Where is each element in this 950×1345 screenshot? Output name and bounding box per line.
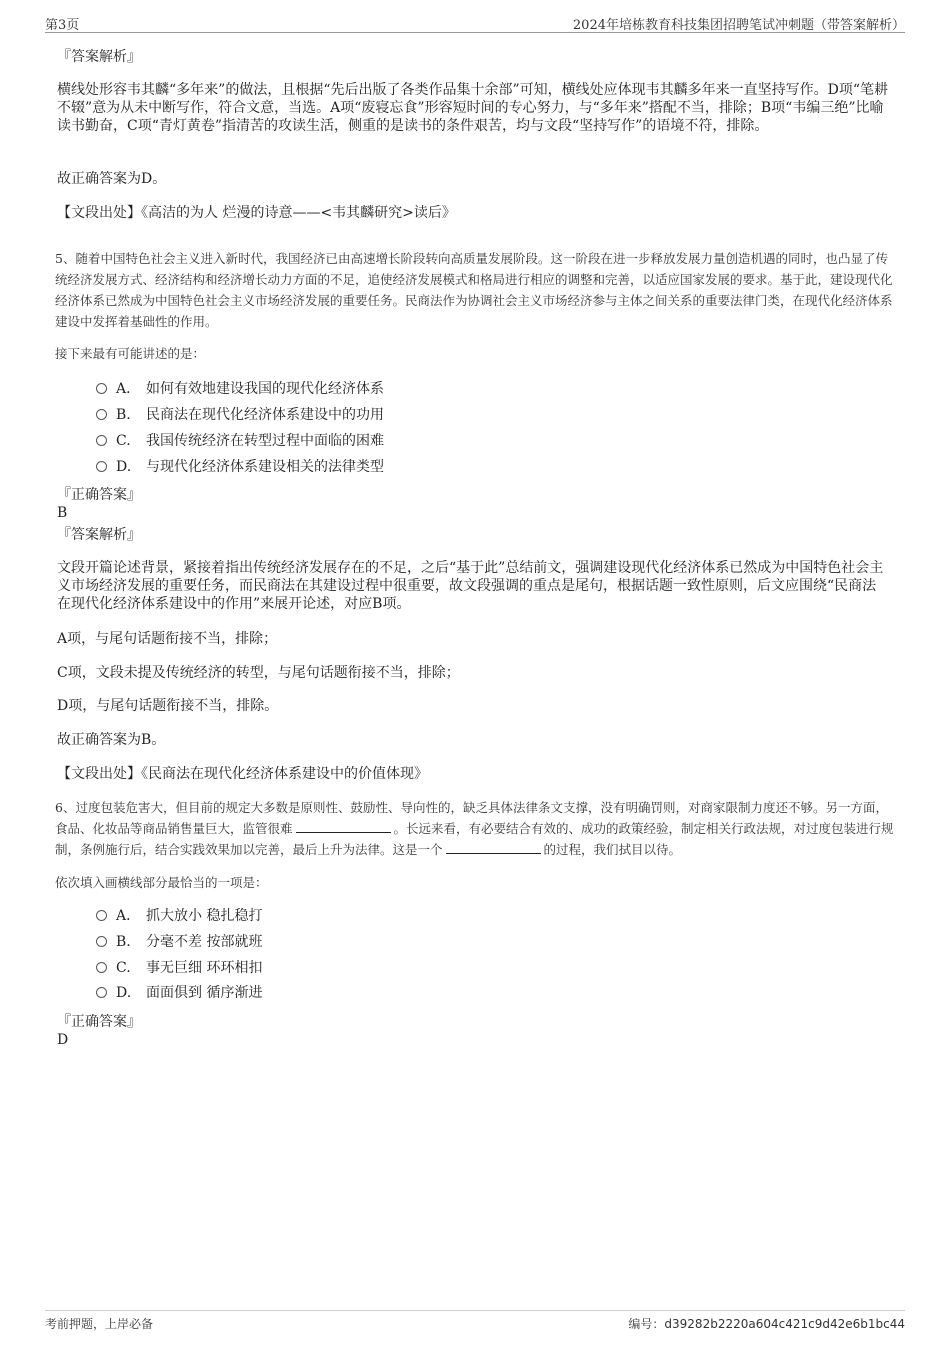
fill-blank-2 — [446, 841, 541, 854]
q5-option-c[interactable]: C. 我国传统经济在转型过程中面临的困难 — [96, 431, 384, 451]
q4-analysis-label: 『答案解析』 — [57, 49, 141, 65]
radio-button-icon[interactable] — [96, 987, 107, 998]
page-header — [45, 14, 905, 33]
q6-option-a[interactable]: A． 抓大放小 稳扎稳打 — [96, 906, 262, 926]
q5-prompt: 接下来最有可能讲述的是： — [55, 346, 206, 361]
q6-option-c[interactable]: C. 事无巨细 环环相扣 — [96, 958, 262, 978]
page-number: 第3页 — [45, 18, 80, 33]
q4-source: 【文段出处】《高洁的为人 烂漫的诗意——<韦其麟研究>读后》 — [57, 205, 456, 221]
q5-option-b[interactable]: B. 民商法在现代化经济体系建设中的功用 — [96, 405, 384, 425]
page-footer — [45, 1310, 905, 1335]
q5-conclusion: 故正确答案为B。 — [57, 732, 166, 748]
q5-stem: 5、随着中国特色社会主义进入新时代，我国经济已由高速增长阶段转向高质量发展阶段。这一阶段在进一步释放发展力量创造机遇的同时，也凸显了传统经济发展方式、经济结构和经济增长动力方面的不足，追使经济发展模式和格局进行相应的调整和完善，以适应国家发展的要求。基于此，建设现代化经济体系已然成为中国特色社会主义市场经济发展的重要任务。民商法作为协调社会主义市场经济参与主体之间关系的重要法律门类，在现代化经济体系建设中发挥着基础性的作用。 — [55, 251, 893, 329]
q6-answer-label: 『正确答案』 — [57, 1014, 141, 1030]
q6-prompt: 依次填入画横线部分最恰当的一项是： — [55, 875, 268, 890]
radio-button-icon[interactable] — [96, 461, 107, 472]
document-title: 2024年培栋教育科技集团招聘笔试冲刺题（带答案解析） — [572, 18, 905, 33]
q5-note-a: A项，与尾句话题衔接不当，排除； — [57, 631, 278, 647]
q6-option-b[interactable]: B. 分毫不差 按部就班 — [96, 932, 262, 952]
q5-analysis-label: 『答案解析』 — [57, 527, 141, 543]
q6-answer: D — [57, 1032, 69, 1048]
q5-answer-label: 『正确答案』 — [57, 487, 141, 503]
radio-button-icon[interactable] — [96, 936, 107, 947]
radio-button-icon[interactable] — [96, 962, 107, 973]
q5-source: 【文段出处】《民商法在现代化经济体系建设中的价值体现》 — [57, 766, 428, 782]
radio-button-icon[interactable] — [96, 383, 107, 394]
q5-answer: B — [57, 505, 68, 521]
radio-button-icon[interactable] — [96, 435, 107, 446]
q4-analysis-text: 横线处形容韦其麟“多年来”的做法，且根据“先后出版了各类作品集十余部”可知，横线处应体现韦其麟多年来一直坚持写作。D项“笔耕不辍”意为从未中断写作，符合文意，当选。A项“废寝忘食”形容短时间的专心努力，与“多年来”搭配不当，排除；B项“韦编三绝”比喻读书勤奋，C项“青灯黄卷”指清苦的攻读生活，侧重的是读书的条件艰苦，均与文段“坚持写作”的语境不符，排除。 — [57, 82, 889, 134]
q5-option-a[interactable]: A． 如何有效地建设我国的现代化经济体系 — [96, 379, 384, 399]
q5-option-d[interactable]: D. 与现代化经济体系建设相关的法律类型 — [96, 457, 384, 477]
q4-conclusion: 故正确答案为D。 — [57, 171, 167, 187]
footer-code: 编号：d39282b2220a604c421c9d42e6b1bc44 — [628, 1317, 905, 1331]
footer-slogan: 考前押题，上岸必备 — [45, 1317, 154, 1331]
q5-note-d: D项，与尾句话题衔接不当，排除。 — [57, 698, 279, 714]
q6-stem: 6、过度包装危害大，但目前的规定大多数是原则性、鼓励性、导向性的，缺乏具体法律条文支撑，没有明确罚则，对商家限制力度还不够。另一方面，食品、化妆品等商品销售量巨大，监管很难 。长远来看，有必要结合有效的、成功的政策经验，制定相关行政法规，对过度包装进行规制，条例施行后，结合实践效果加以完善，最后上升为法律。这是一个 的过程，我们拭目以待。 — [55, 800, 894, 857]
fill-blank-1 — [296, 820, 391, 833]
q5-note-c: C项，文段未提及传统经济的转型，与尾句话题衔接不当，排除； — [57, 665, 460, 681]
q6-option-d[interactable]: D. 面面俱到 循序渐进 — [96, 983, 262, 1003]
radio-button-icon[interactable] — [96, 910, 107, 921]
q5-analysis-text: 文段开篇论述背景，紧接着指出传统经济发展存在的不足，之后“基于此”总结前文，强调建设现代化经济体系已然成为中国特色社会主义市场经济发展的重要任务，而民商法在其建设过程中很重要，故文段强调的重点是尾句，根据话题一致性原则，后文应围绕“民商法在现代化经济体系建设中的作用”来展开论述，对应B项。 — [57, 560, 884, 612]
radio-button-icon[interactable] — [96, 409, 107, 420]
